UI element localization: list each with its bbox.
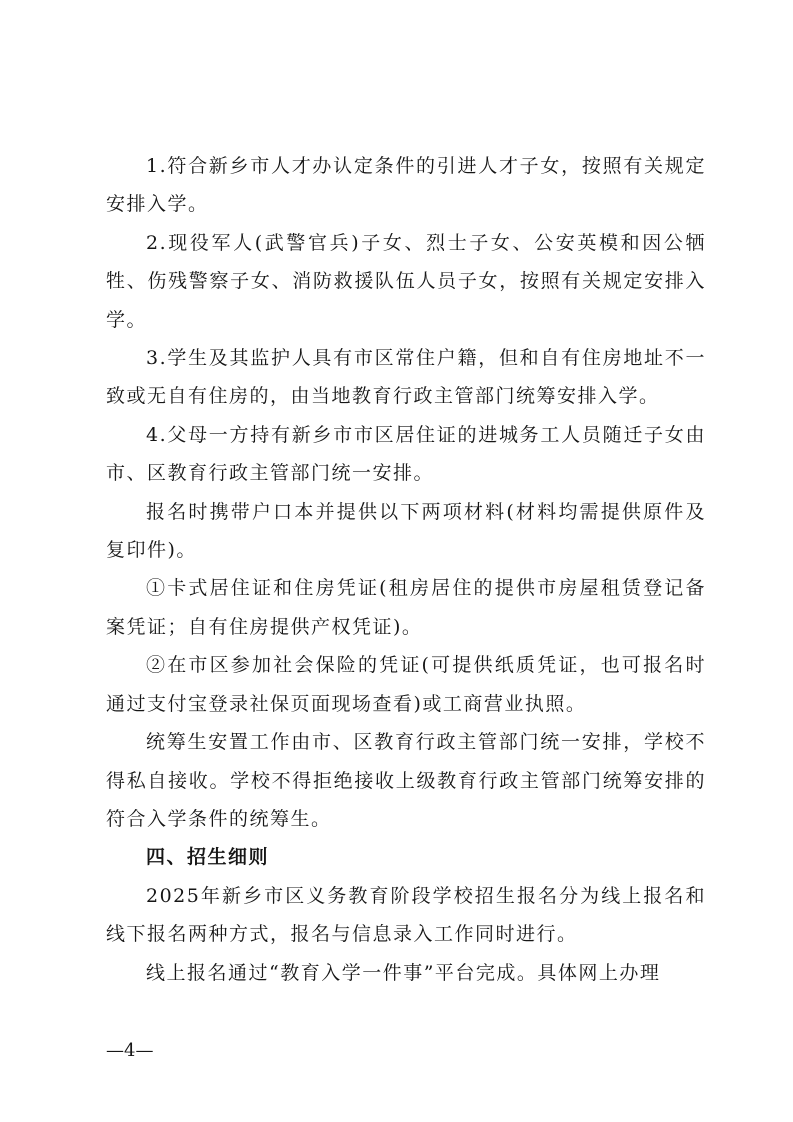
paragraph-required-materials: 报名时携带户口本并提供以下两项材料(材料均需提供原件及复印件)。: [106, 500, 706, 562]
paragraph-coordinated-placement: 统筹生安置工作由市、区教育行政主管部门统一安排，学校不得私自接收。学校不得拒绝接收上级教育行政主管部门统筹安排的符合入学条件的统筹生。: [106, 731, 706, 830]
paragraph-talent-children: 1.符合新乡市人才办认定条件的引进人才子女，按照有关规定安排入学。: [106, 155, 706, 216]
paragraph-migrant-workers: 4.父母一方持有新乡市市区居住证的进城务工人员随迁子女由市、区教育行政主管部门统一安排。: [106, 423, 706, 485]
page-number: —4—: [106, 1040, 154, 1061]
document-body: [106, 147, 706, 992]
section-heading: 四、招生细则: [146, 846, 270, 869]
paragraph-household-registration: 3.学生及其监护人具有市区常住户籍，但和自有住房地址不一致或无自有住房的，由当地教育行政主管部门统筹安排入学。: [106, 347, 706, 408]
paragraph-enrollment-methods: 2025年新乡市区义务教育阶段学校招生报名分为线上报名和线下报名两种方式，报名与信息录入工作同时进行。: [106, 884, 706, 946]
paragraph-material-residence-permit: ①卡式居住证和住房凭证(租房居住的提供市房屋租赁登记备案凭证；自有住房提供产权凭证)。: [106, 577, 706, 638]
paragraph-military-children: 2.现役军人(武警官兵)子女、烈士子女、公安英模和因公牺牲、伤残警察子女、消防救援队伍人员子女，按照有关规定安排入学。: [106, 231, 706, 331]
paragraph-material-social-insurance: ②在市区参加社会保险的凭证(可提供纸质凭证，也可报名时通过支付宝登录社保页面现场查看)或工商营业执照。: [106, 654, 706, 715]
paragraph-online-registration: 线上报名通过“教育入学一件事”平台完成。具体网上办理: [146, 961, 661, 984]
